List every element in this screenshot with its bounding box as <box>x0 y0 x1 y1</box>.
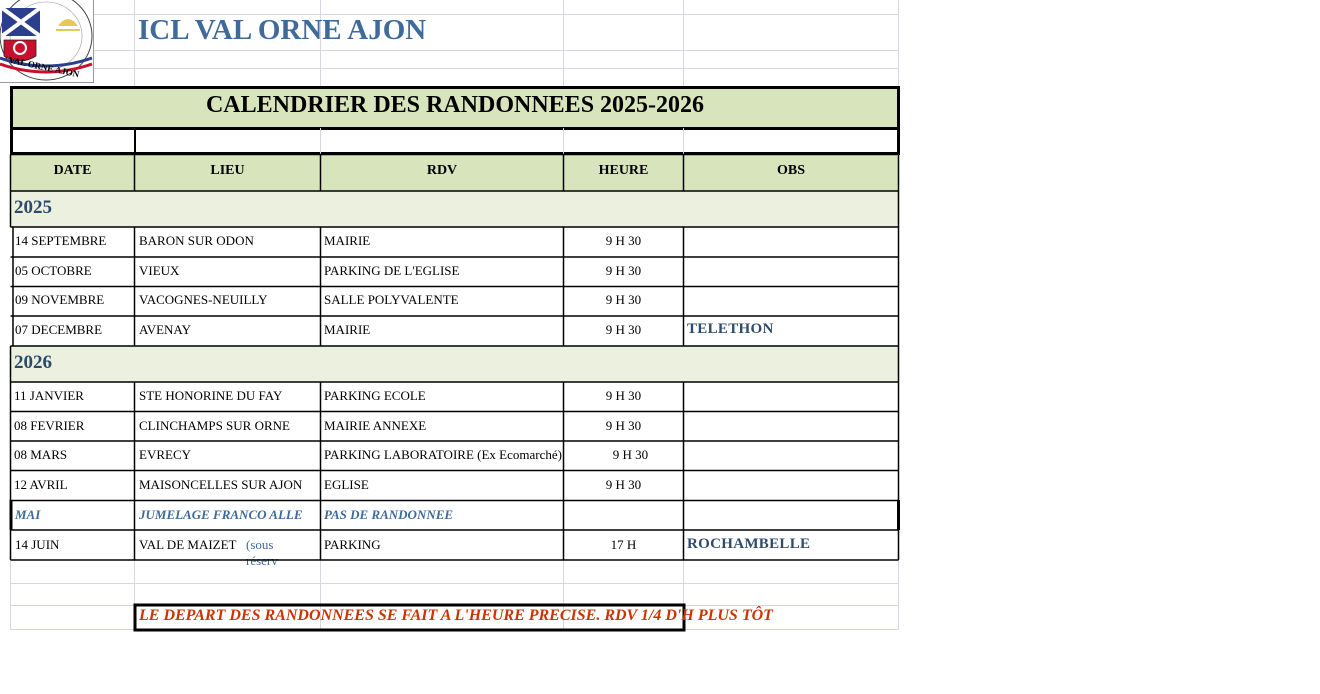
lieu-cell: JUMELAGE FRANCO ALLE <box>139 507 303 522</box>
date-cell: 07 DECEMBRE <box>15 322 103 337</box>
lieu-cell: STE HONORINE DU FAY <box>139 388 283 403</box>
rdv-cell: PARKING LABORATOIRE (Ex Ecomarché) <box>324 447 562 462</box>
date-cell: 14 SEPTEMBRE <box>15 233 107 248</box>
heure-cell: 9 H 30 <box>612 447 649 462</box>
header-lieu: LIEU <box>210 163 245 178</box>
lieu-cell: BARON SUR ODON <box>139 233 254 248</box>
rdv-cell: PAS DE RANDONNEE <box>324 507 454 522</box>
lieu-cell: VAL DE MAIZET <box>139 537 237 552</box>
heure-cell: 9 H 30 <box>605 322 642 337</box>
date-cell: 08 FEVRIER <box>14 418 85 433</box>
rdv-cell: SALLE POLYVALENTE <box>324 292 459 307</box>
date-cell: 12 AVRIL <box>14 477 68 492</box>
header-obs: OBS <box>776 163 805 178</box>
rdv-cell: PARKING ECOLE <box>324 388 426 403</box>
heure-cell: 9 H 30 <box>605 388 642 403</box>
lieu-cell: AVENAY <box>139 322 192 337</box>
logo-text: VAL ORNE AJON <box>7 54 81 80</box>
lieu-cell: MAISONCELLES SUR AJON <box>139 477 303 492</box>
header-rdv: RDV <box>426 163 458 178</box>
rdv-cell: MAIRIE ANNEXE <box>324 418 427 433</box>
heure-cell: 9 H 30 <box>605 418 642 433</box>
rdv-cell: EGLISE <box>324 477 369 492</box>
rdv-cell: PARKING <box>324 537 381 552</box>
obs-cell: TELETHON <box>687 321 774 337</box>
year-2025: 2025 <box>14 197 52 218</box>
rdv-cell: PARKING DE L'EGLISE <box>324 263 460 278</box>
date-cell: 09 NOVEMBRE <box>15 292 105 307</box>
header-date: DATE <box>53 163 92 178</box>
date-cell: 11 JANVIER <box>14 388 84 403</box>
departure-note: LE DEPART DES RANDONNEES SE FAIT A L'HEURE PRECISE. RDV 1/4 D'H PLUS TÔT <box>139 607 773 624</box>
date-cell: MAI <box>15 507 41 522</box>
header-heure: HEURE <box>598 163 649 178</box>
year-2026: 2026 <box>14 352 52 373</box>
heure-cell: 9 H 30 <box>605 263 642 278</box>
lieu-cell: EVRECY <box>139 447 191 462</box>
heure-cell: 9 H 30 <box>605 233 642 248</box>
calendar-title: CALENDRIER DES RANDONNEES 2025-2026 <box>205 92 705 118</box>
rdv-cell: MAIRIE <box>324 322 371 337</box>
lieu-note: (sous réserv <box>246 537 278 568</box>
lieu-cell: CLINCHAMPS SUR ORNE <box>139 418 290 433</box>
date-cell: 05 OCTOBRE <box>15 263 92 278</box>
lieu-cell: VACOGNES-NEUILLY <box>139 292 268 307</box>
heure-cell: 9 H 30 <box>605 292 642 307</box>
obs-cell: ROCHAMBELLE <box>687 536 811 552</box>
heure-cell: 17 H <box>610 537 637 552</box>
lieu-cell: VIEUX <box>139 263 180 278</box>
organization-name: ICL VAL ORNE AJON <box>138 14 427 46</box>
date-cell: 14 JUIN <box>15 537 60 552</box>
rdv-cell: MAIRIE <box>324 233 371 248</box>
heure-cell: 9 H 30 <box>605 477 642 492</box>
date-cell: 08 MARS <box>14 447 68 462</box>
